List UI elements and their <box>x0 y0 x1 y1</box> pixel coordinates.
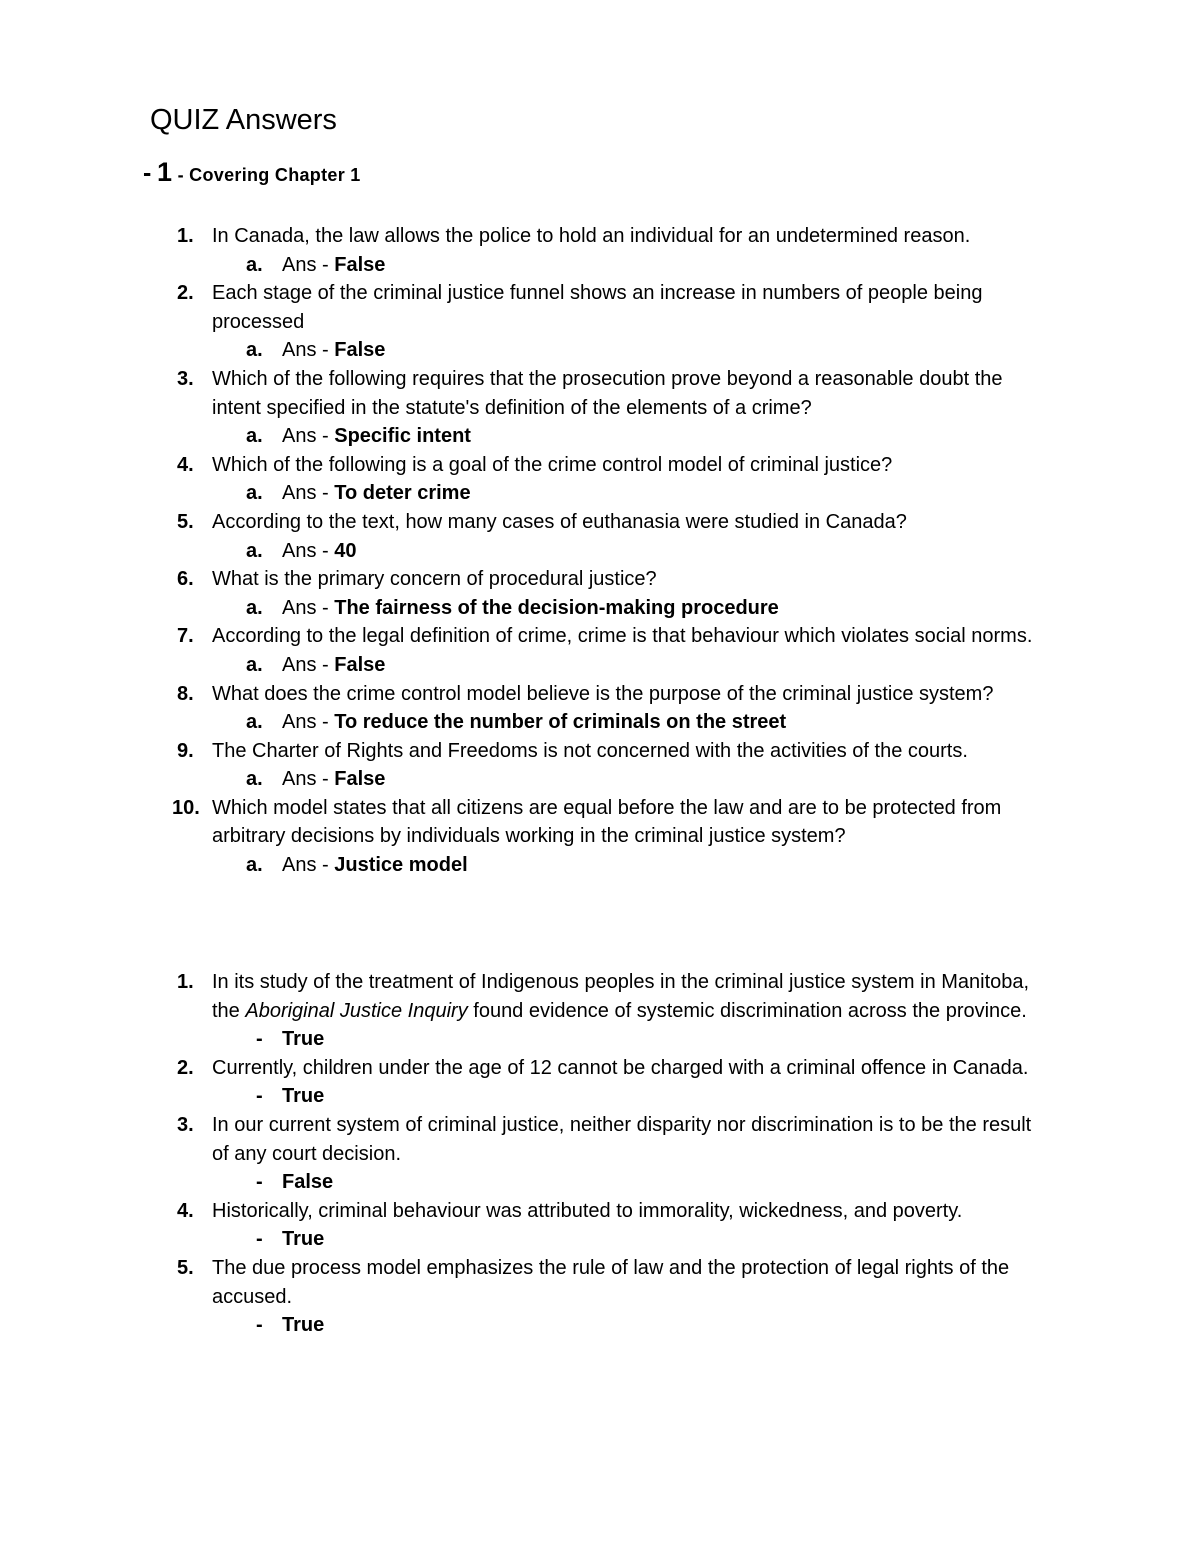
answer-line <box>0 479 1200 508</box>
answer-prefix: Ans - <box>282 339 335 362</box>
tf-question-number: 3. <box>177 1113 194 1136</box>
answer-line <box>0 708 1200 737</box>
answer-value: 40 <box>334 539 357 562</box>
question-number: 2. <box>177 282 194 305</box>
answer-letter: a. <box>246 653 263 676</box>
question-number: 6. <box>177 568 194 591</box>
answer-letter: a. <box>246 253 263 276</box>
tf-question-item <box>0 1111 1052 1168</box>
answer-letter: a. <box>246 339 263 362</box>
tf-question-text: Historically, criminal behaviour was attributed to immorality, wickedness, and poverty. <box>212 1199 963 1222</box>
answer-value: False <box>334 253 386 276</box>
answer-value: The fairness of the decision-making procedure <box>334 596 779 619</box>
question-item <box>0 565 1052 594</box>
tf-question-text-after: found evidence of systemic discrimination across the province. <box>467 999 1027 1022</box>
answer-value: To reduce the number of criminals on the street <box>334 711 787 734</box>
answer-value: False <box>334 339 386 362</box>
question-number: 4. <box>177 453 194 476</box>
question-text: Each stage of the criminal justice funnel shows an increase in numbers of people being processed <box>212 282 983 333</box>
question-item <box>0 737 1052 766</box>
tf-answer-line <box>0 1025 1200 1054</box>
question-text: Which model states that all citizens are equal before the law and are to be protected from arbitrary decisions by individuals working in the criminal justice system? <box>212 796 1002 848</box>
question-text: According to the legal definition of crime, crime is that behaviour which violates social norms. <box>212 625 1033 648</box>
question-number: 5. <box>177 510 194 533</box>
tf-answer-line <box>0 1225 1200 1254</box>
tf-question-text: In our current system of criminal justice, neither disparity nor discrimination is to be the result of any court decision. <box>212 1113 1032 1165</box>
answer-prefix: Ans - <box>282 253 335 276</box>
answer-value: Justice model <box>334 854 468 877</box>
tf-question-item <box>0 968 1052 1025</box>
tf-question-text: In its study of the treatment of Indigenous peoples in the criminal justice system in Manitoba, the <box>212 971 1030 1022</box>
tf-question-number: 1. <box>177 971 194 993</box>
tf-answer-value: True <box>282 1314 325 1337</box>
answer-letter: a. <box>246 854 263 877</box>
tf-question-number: 2. <box>177 1056 194 1079</box>
answer-letter: a. <box>246 482 263 505</box>
tf-answer-line <box>0 1082 1200 1111</box>
question-item <box>0 222 1052 251</box>
answer-letter: a. <box>246 768 263 791</box>
tf-question-number: 4. <box>177 1199 194 1222</box>
quiz-part-2 <box>0 968 1200 1340</box>
answer-line <box>0 851 1200 880</box>
question-text: In Canada, the law allows the police to hold an individual for an undetermined reason. <box>212 225 971 247</box>
answer-value: False <box>334 653 386 676</box>
question-item <box>0 508 1052 537</box>
answer-value: To deter crime <box>334 482 471 505</box>
subtitle-text: - Covering Chapter 1 <box>172 165 361 185</box>
tf-question-item <box>0 1254 1052 1311</box>
answer-prefix: Ans - <box>282 854 335 877</box>
page-title: QUIZ Answers <box>150 104 337 136</box>
question-number: 7. <box>177 625 194 648</box>
tf-question-item <box>0 1054 1052 1083</box>
answer-prefix: Ans - <box>282 768 335 791</box>
answer-line <box>0 422 1200 451</box>
question-text: What is the primary concern of procedural justice? <box>212 568 657 591</box>
answer-line <box>0 336 1200 365</box>
answer-prefix: Ans - <box>282 711 335 734</box>
answer-letter: a. <box>246 596 263 619</box>
answer-line <box>0 251 1200 280</box>
tf-question-text: The due process model emphasizes the rule of law and the protection of legal rights of the accused. <box>212 1256 1010 1308</box>
tf-question-text: Currently, children under the age of 12 cannot be charged with a criminal offence in Canada. <box>212 1056 1029 1079</box>
tf-question-italic: Aboriginal Justice Inquiry <box>245 999 468 1022</box>
answer-value: False <box>334 768 386 791</box>
subtitle-number: 1 <box>156 157 173 187</box>
question-item <box>0 279 1052 336</box>
question-item <box>0 680 1052 709</box>
subtitle-dash: - <box>143 159 152 187</box>
question-text: The Charter of Rights and Freedoms is not concerned with the activities of the courts. <box>212 739 968 762</box>
answer-letter: a. <box>246 425 263 448</box>
tf-answer-value: True <box>282 1085 325 1108</box>
tf-answer-line <box>0 1311 1200 1340</box>
tf-answer-line <box>0 1168 1200 1197</box>
answer-line <box>0 594 1200 623</box>
answer-prefix: Ans - <box>282 539 335 562</box>
question-text: Which of the following requires that the prosecution prove beyond a reasonable doubt the intent specified in the statute's definition of the elements of a crime? <box>212 367 1003 419</box>
tf-answer-bullet: - <box>256 1171 263 1194</box>
question-text: Which of the following is a goal of the crime control model of criminal justice? <box>212 453 893 476</box>
question-number: 10. <box>172 796 200 819</box>
answer-prefix: Ans - <box>282 425 335 448</box>
answer-prefix: Ans - <box>282 596 335 619</box>
answer-prefix: Ans - <box>282 482 335 505</box>
answer-line <box>0 537 1200 566</box>
tf-answer-bullet: - <box>256 1228 263 1251</box>
question-item <box>0 622 1052 651</box>
quiz-part-1 <box>0 222 1200 880</box>
answer-line <box>0 651 1200 680</box>
page-subtitle <box>143 156 361 191</box>
tf-answer-value: True <box>282 1228 325 1251</box>
tf-answer-bullet: - <box>256 1028 263 1051</box>
question-number: 8. <box>177 682 194 705</box>
question-item <box>0 794 1052 851</box>
tf-answer-bullet: - <box>256 1314 263 1337</box>
answer-letter: a. <box>246 539 263 562</box>
answer-value: Specific intent <box>334 425 471 448</box>
tf-question-item <box>0 1197 1052 1226</box>
question-text: What does the crime control model believe is the purpose of the criminal justice system? <box>212 682 994 705</box>
tf-question-number: 5. <box>177 1256 194 1279</box>
tf-answer-bullet: - <box>256 1085 263 1108</box>
question-item <box>0 451 1052 480</box>
question-text: According to the text, how many cases of euthanasia were studied in Canada? <box>212 510 907 533</box>
question-number: 9. <box>177 739 194 762</box>
answer-prefix: Ans - <box>282 653 335 676</box>
answer-line <box>0 765 1200 794</box>
question-number: 1. <box>177 225 194 247</box>
answer-letter: a. <box>246 711 263 734</box>
tf-answer-value: True <box>282 1028 325 1051</box>
question-item <box>0 365 1052 422</box>
tf-answer-value: False <box>282 1171 334 1194</box>
question-number: 3. <box>177 367 194 390</box>
